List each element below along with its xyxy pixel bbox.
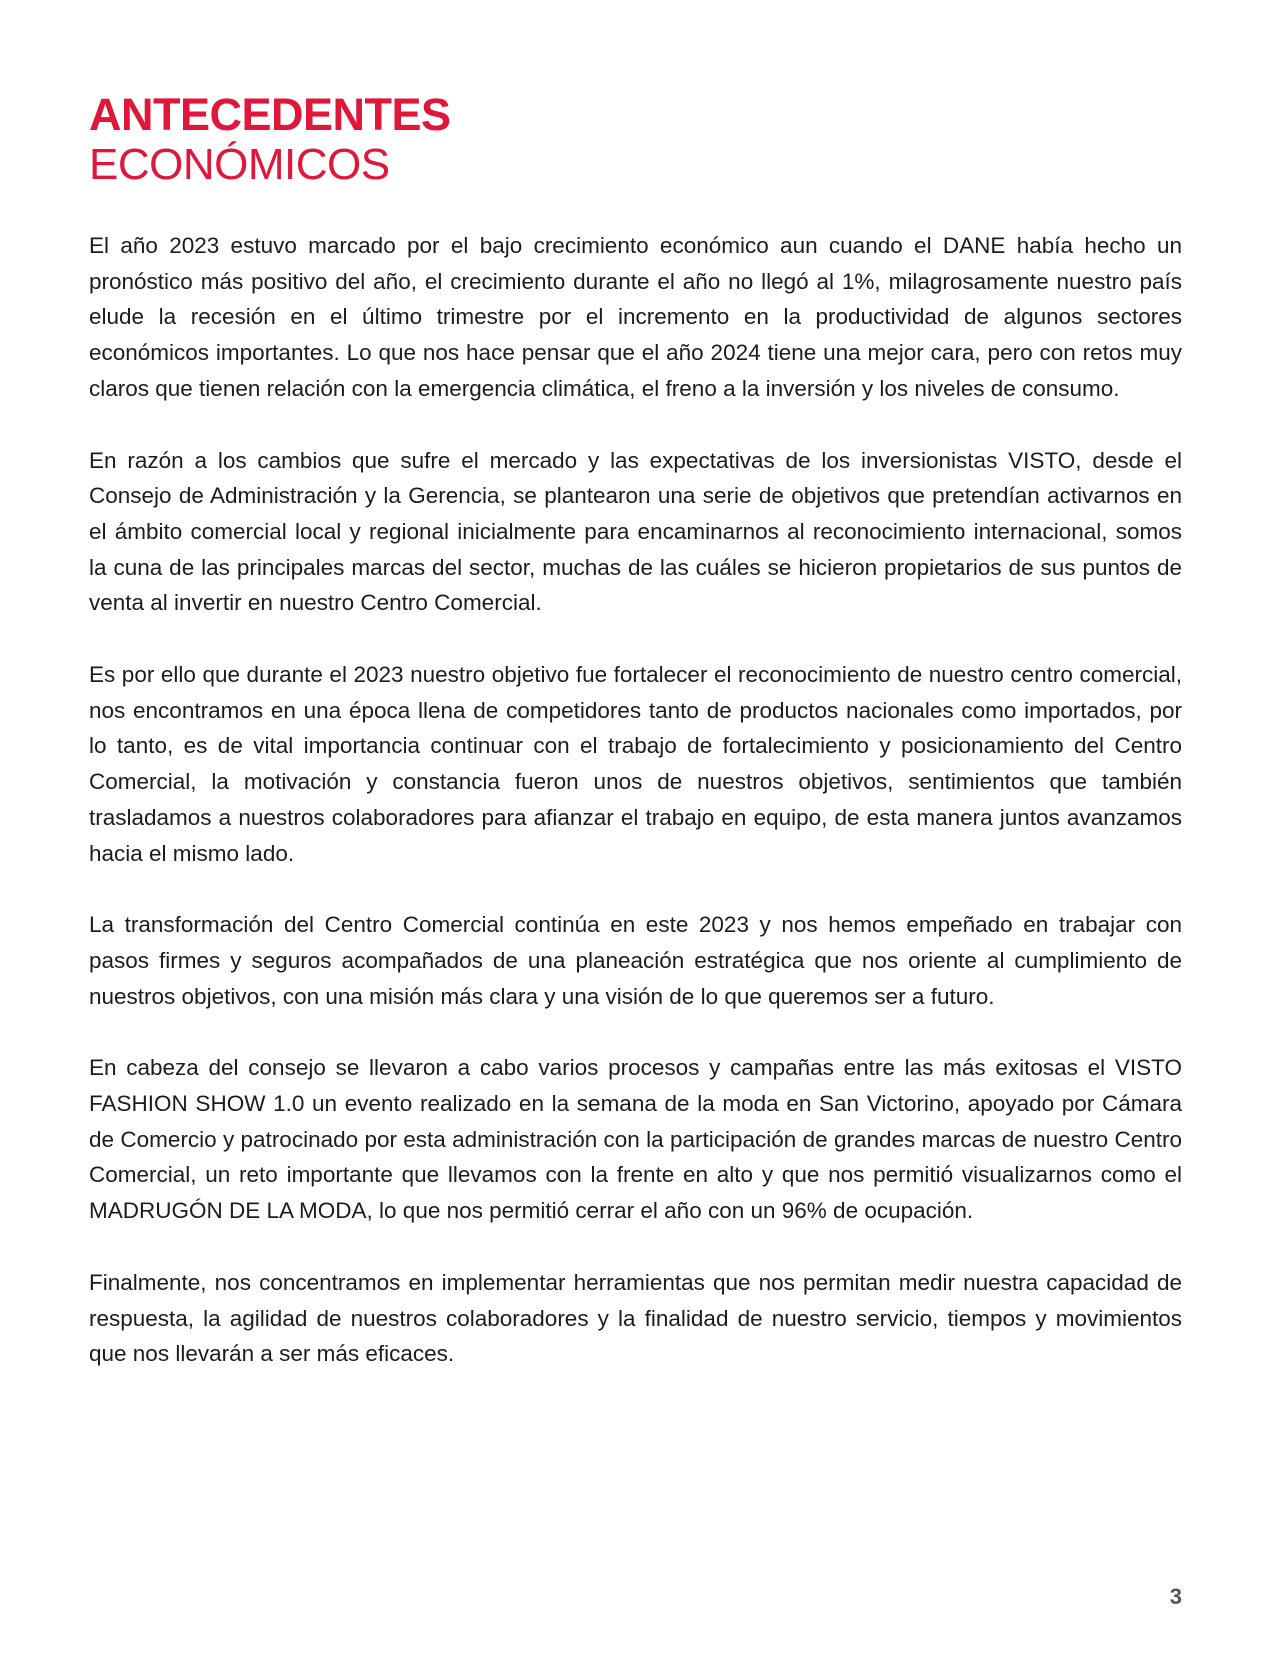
paragraph-objectives-2023: Es por ello que durante el 2023 nuestro objetivo fue fortalecer el reconocimiento de nuestro centro comercial, nos encontramos en una época llena de competidores tanto de productos nacionales como importados, por lo tanto, es de vital importancia continuar con el trabajo de fortalecimiento y posicionamiento del Centro Comercial, la motivación y constancia fueron unos de nuestros objetivos, sentimientos que también trasladamos a nuestros colaboradores para afianzar el trabajo en equipo, de esta manera juntos avanzamos hacia el mismo lado. xyxy=(89,662,1182,866)
body-text xyxy=(89,228,1182,1408)
paragraph-conclusion: Finalmente, nos concentramos en implementar herramientas que nos permitan medir nuestra capacidad de respuesta, la agilidad de nuestros colaboradores y la finalidad de nuestro servicio, tiempos y movimientos que nos llevarán a ser más eficaces. xyxy=(89,1269,1182,1367)
title-line-light: ECONÓMICOS xyxy=(89,140,390,189)
section-title xyxy=(89,90,451,190)
paragraph-campaigns: En cabeza del consejo se llevaron a cabo varios procesos y campañas entre las más exitosas el VISTO FASHION SHOW 1.0 un evento realizado en la semana de la moda en San Victorino, apoyado por Cámara de Comercio y patrocinado por esta administración con la participación de grandes marcas de nuestro Centro Comercial, un reto importante que llevamos con la frente en alto y que nos permitió visualizarnos como el MADRUGÓN DE LA MODA, lo que nos permitió cerrar el año con un 96% de ocupación. xyxy=(89,1055,1182,1224)
page-number: 3 xyxy=(1169,1584,1182,1609)
paragraph-market-changes: En razón a los cambios que sufre el mercado y las expectativas de los inversionistas VISTO, desde el Consejo de Administración y la Gerencia, se plantearon una serie de objetivos que pretendían activarnos en el ámbito comercial local y regional inicialmente para encaminarnos al reconocimiento internacional, somos la cuna de las principales marcas del sector, muchas de las cuáles se hicieron propietarios de sus puntos de venta al invertir en nuestro Centro Comercial. xyxy=(89,447,1182,616)
paragraph-transformation: La transformación del Centro Comercial continúa en este 2023 y nos hemos empeñado en trabajar con pasos firmes y seguros acompañados de una planeación estratégica que nos oriente al cumplimiento de nuestros objetivos, con una misión más clara y una visión de lo que queremos ser a futuro. xyxy=(89,912,1182,1009)
title-line-bold: ANTECEDENTES xyxy=(89,89,451,140)
paragraph-economic-context: El año 2023 estuvo marcado por el bajo crecimiento económico aun cuando el DANE había hecho un pronóstico más positivo del año, el crecimiento durante el año no llegó al 1%, milagrosamente nuestro país elude la recesión en el último trimestre por el incremento en la productividad de algunos sectores económicos importantes. Lo que nos hace pensar que el año 2024 tiene una mejor cara, pero con retos muy claros que tienen relación con la emergencia climática, el freno a la inversión y los niveles de consumo. xyxy=(89,233,1182,401)
